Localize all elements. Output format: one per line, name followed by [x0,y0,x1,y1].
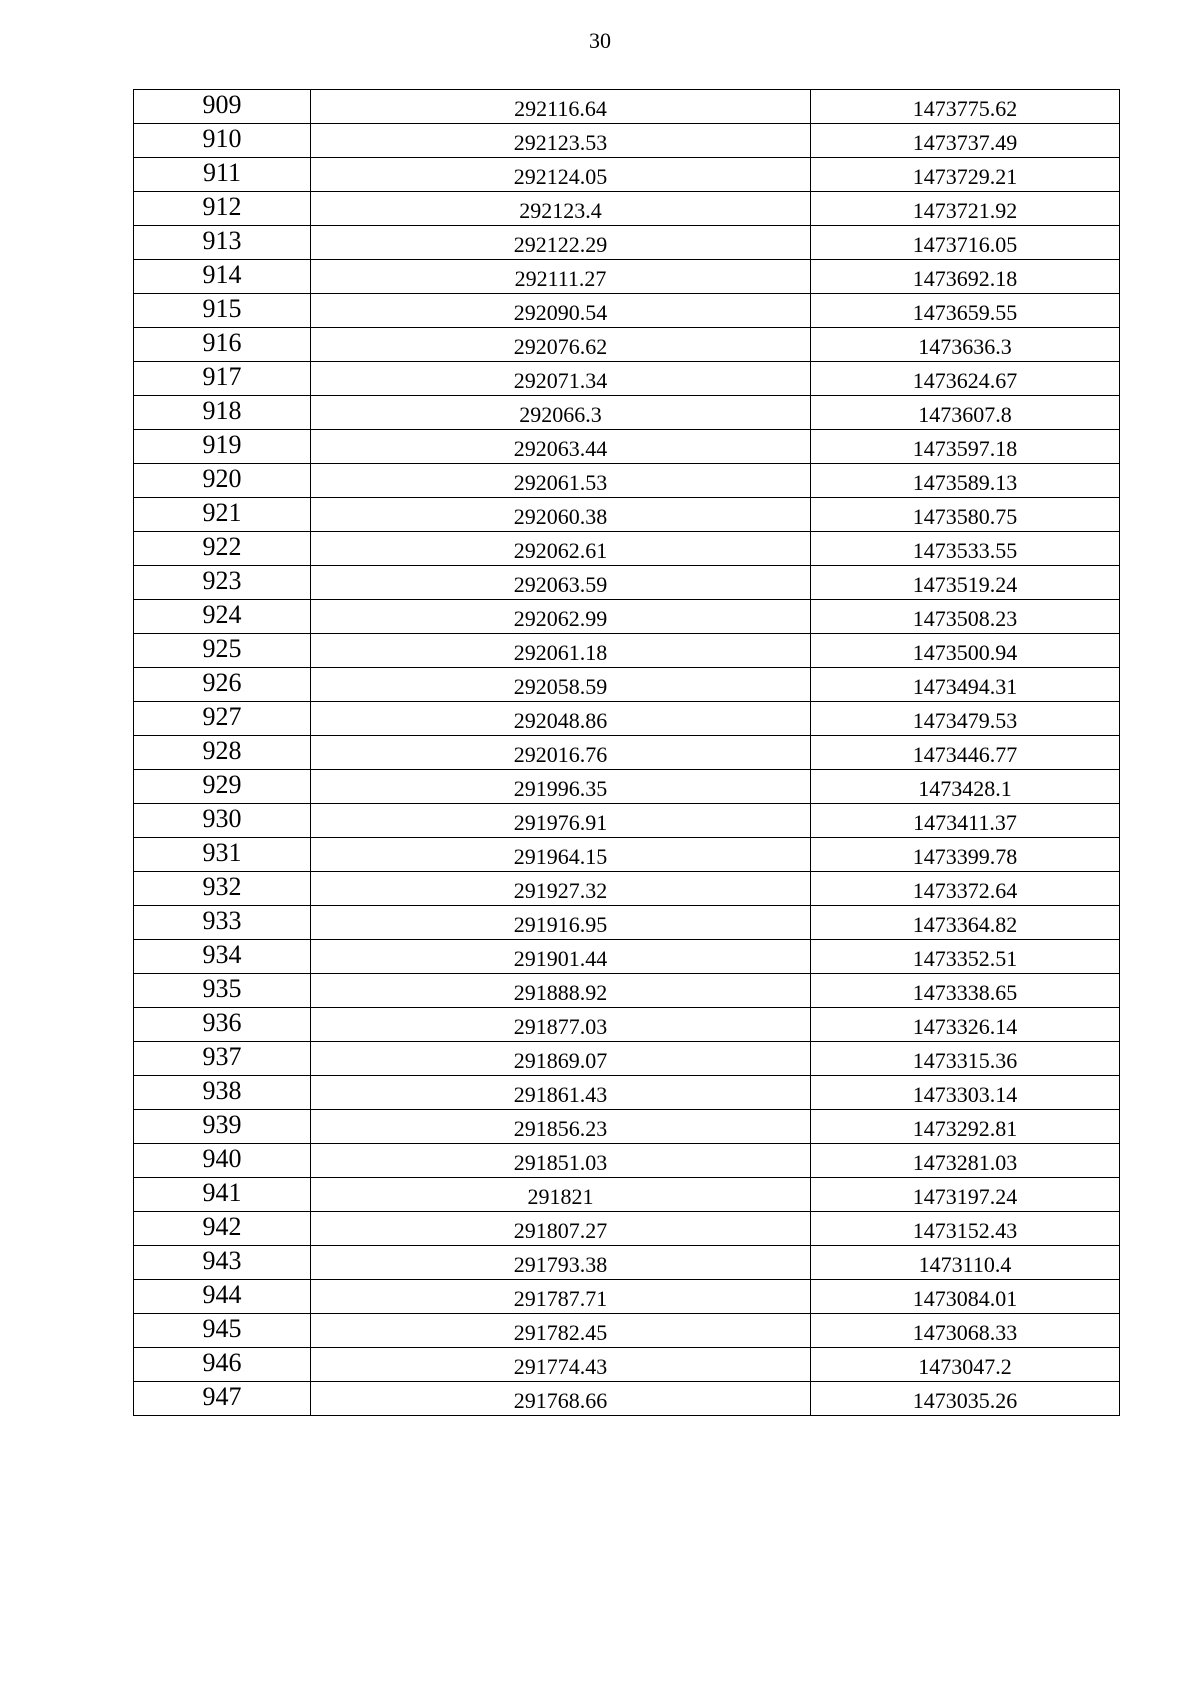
table-row [134,1314,1120,1348]
table-row [134,90,1120,124]
table-row [134,940,1120,974]
y-coordinate-cell: 1473110.4 [811,1246,1120,1280]
x-coordinate-cell: 291793.38 [311,1246,811,1280]
point-number-cell: 945 [134,1314,311,1348]
point-number-cell: 925 [134,634,311,668]
x-coordinate-cell: 291787.71 [311,1280,811,1314]
x-coordinate-cell: 292048.86 [311,702,811,736]
y-coordinate-cell: 1473068.33 [811,1314,1120,1348]
table-row [134,328,1120,362]
point-number-cell: 923 [134,566,311,600]
x-coordinate-cell: 292071.34 [311,362,811,396]
x-coordinate-cell: 292062.99 [311,600,811,634]
x-coordinate-cell: 292123.4 [311,192,811,226]
point-number-cell: 933 [134,906,311,940]
y-coordinate-cell: 1473035.26 [811,1382,1120,1416]
x-coordinate-cell: 292111.27 [311,260,811,294]
table-row [134,464,1120,498]
y-coordinate-cell: 1473775.62 [811,90,1120,124]
x-coordinate-cell: 291888.92 [311,974,811,1008]
y-coordinate-cell: 1473399.78 [811,838,1120,872]
x-coordinate-cell: 291861.43 [311,1076,811,1110]
y-coordinate-cell: 1473737.49 [811,124,1120,158]
y-coordinate-cell: 1473589.13 [811,464,1120,498]
x-coordinate-cell: 291996.35 [311,770,811,804]
table-row [134,974,1120,1008]
y-coordinate-cell: 1473479.53 [811,702,1120,736]
table-row [134,294,1120,328]
x-coordinate-cell: 291916.95 [311,906,811,940]
point-number-cell: 939 [134,1110,311,1144]
point-number-cell: 941 [134,1178,311,1212]
y-coordinate-cell: 1473152.43 [811,1212,1120,1246]
table-row [134,1178,1120,1212]
point-number-cell: 913 [134,226,311,260]
table-row [134,668,1120,702]
point-number-cell: 938 [134,1076,311,1110]
x-coordinate-cell: 291927.32 [311,872,811,906]
x-coordinate-cell: 292062.61 [311,532,811,566]
table-row [134,1246,1120,1280]
table-row [134,1110,1120,1144]
point-number-cell: 911 [134,158,311,192]
table-row [134,498,1120,532]
point-number-cell: 917 [134,362,311,396]
table-row [134,1348,1120,1382]
table-row [134,362,1120,396]
y-coordinate-cell: 1473580.75 [811,498,1120,532]
point-number-cell: 947 [134,1382,311,1416]
point-number-cell: 920 [134,464,311,498]
table-row [134,124,1120,158]
point-number-cell: 909 [134,90,311,124]
table-row [134,430,1120,464]
table-row [134,1076,1120,1110]
y-coordinate-cell: 1473659.55 [811,294,1120,328]
table-row [134,1144,1120,1178]
x-coordinate-cell: 292090.54 [311,294,811,328]
y-coordinate-cell: 1473428.1 [811,770,1120,804]
table-row [134,226,1120,260]
y-coordinate-cell: 1473338.65 [811,974,1120,1008]
y-coordinate-cell: 1473692.18 [811,260,1120,294]
x-coordinate-cell: 292016.76 [311,736,811,770]
y-coordinate-cell: 1473607.8 [811,396,1120,430]
point-number-cell: 928 [134,736,311,770]
point-number-cell: 912 [134,192,311,226]
point-number-cell: 931 [134,838,311,872]
x-coordinate-cell: 291901.44 [311,940,811,974]
y-coordinate-cell: 1473303.14 [811,1076,1120,1110]
point-number-cell: 934 [134,940,311,974]
table-row [134,600,1120,634]
table-row [134,1280,1120,1314]
coordinates-table [133,89,1120,1416]
table-row [134,770,1120,804]
table-row [134,838,1120,872]
x-coordinate-cell: 292063.59 [311,566,811,600]
x-coordinate-cell: 291807.27 [311,1212,811,1246]
y-coordinate-cell: 1473533.55 [811,532,1120,566]
y-coordinate-cell: 1473716.05 [811,226,1120,260]
point-number-cell: 918 [134,396,311,430]
x-coordinate-cell: 291774.43 [311,1348,811,1382]
x-coordinate-cell: 291964.15 [311,838,811,872]
table-row [134,634,1120,668]
point-number-cell: 944 [134,1280,311,1314]
point-number-cell: 929 [134,770,311,804]
x-coordinate-cell: 291856.23 [311,1110,811,1144]
point-number-cell: 924 [134,600,311,634]
point-number-cell: 943 [134,1246,311,1280]
table-row [134,906,1120,940]
y-coordinate-cell: 1473047.2 [811,1348,1120,1382]
y-coordinate-cell: 1473372.64 [811,872,1120,906]
x-coordinate-cell: 291768.66 [311,1382,811,1416]
x-coordinate-cell: 292123.53 [311,124,811,158]
x-coordinate-cell: 292076.62 [311,328,811,362]
y-coordinate-cell: 1473084.01 [811,1280,1120,1314]
table-row [134,396,1120,430]
table-row [134,736,1120,770]
table-row [134,566,1120,600]
table-row [134,1382,1120,1416]
y-coordinate-cell: 1473729.21 [811,158,1120,192]
x-coordinate-cell: 292058.59 [311,668,811,702]
coordinates-table-body [134,90,1120,1416]
x-coordinate-cell: 291851.03 [311,1144,811,1178]
y-coordinate-cell: 1473446.77 [811,736,1120,770]
point-number-cell: 940 [134,1144,311,1178]
point-number-cell: 919 [134,430,311,464]
y-coordinate-cell: 1473364.82 [811,906,1120,940]
y-coordinate-cell: 1473721.92 [811,192,1120,226]
y-coordinate-cell: 1473500.94 [811,634,1120,668]
point-number-cell: 932 [134,872,311,906]
x-coordinate-cell: 291782.45 [311,1314,811,1348]
point-number-cell: 921 [134,498,311,532]
table-row [134,192,1120,226]
x-coordinate-cell: 292061.18 [311,634,811,668]
table-row [134,1008,1120,1042]
x-coordinate-cell: 291869.07 [311,1042,811,1076]
x-coordinate-cell: 292122.29 [311,226,811,260]
table-row [134,260,1120,294]
x-coordinate-cell: 291821 [311,1178,811,1212]
table-row [134,1212,1120,1246]
point-number-cell: 946 [134,1348,311,1382]
point-number-cell: 936 [134,1008,311,1042]
page-number: 30 [589,28,611,53]
table-row [134,1042,1120,1076]
y-coordinate-cell: 1473597.18 [811,430,1120,464]
x-coordinate-cell: 292116.64 [311,90,811,124]
x-coordinate-cell: 292124.05 [311,158,811,192]
point-number-cell: 937 [134,1042,311,1076]
point-number-cell: 916 [134,328,311,362]
point-number-cell: 926 [134,668,311,702]
table-row [134,872,1120,906]
table-row [134,158,1120,192]
table-row [134,532,1120,566]
x-coordinate-cell: 292063.44 [311,430,811,464]
y-coordinate-cell: 1473197.24 [811,1178,1120,1212]
y-coordinate-cell: 1473352.51 [811,940,1120,974]
x-coordinate-cell: 292066.3 [311,396,811,430]
point-number-cell: 935 [134,974,311,1008]
y-coordinate-cell: 1473636.3 [811,328,1120,362]
y-coordinate-cell: 1473315.36 [811,1042,1120,1076]
point-number-cell: 914 [134,260,311,294]
point-number-cell: 915 [134,294,311,328]
x-coordinate-cell: 291976.91 [311,804,811,838]
point-number-cell: 910 [134,124,311,158]
y-coordinate-cell: 1473494.31 [811,668,1120,702]
point-number-cell: 927 [134,702,311,736]
y-coordinate-cell: 1473326.14 [811,1008,1120,1042]
point-number-cell: 922 [134,532,311,566]
y-coordinate-cell: 1473519.24 [811,566,1120,600]
table-row [134,702,1120,736]
x-coordinate-cell: 291877.03 [311,1008,811,1042]
table-row [134,804,1120,838]
x-coordinate-cell: 292060.38 [311,498,811,532]
y-coordinate-cell: 1473508.23 [811,600,1120,634]
y-coordinate-cell: 1473292.81 [811,1110,1120,1144]
y-coordinate-cell: 1473281.03 [811,1144,1120,1178]
point-number-cell: 942 [134,1212,311,1246]
y-coordinate-cell: 1473624.67 [811,362,1120,396]
point-number-cell: 930 [134,804,311,838]
y-coordinate-cell: 1473411.37 [811,804,1120,838]
x-coordinate-cell: 292061.53 [311,464,811,498]
